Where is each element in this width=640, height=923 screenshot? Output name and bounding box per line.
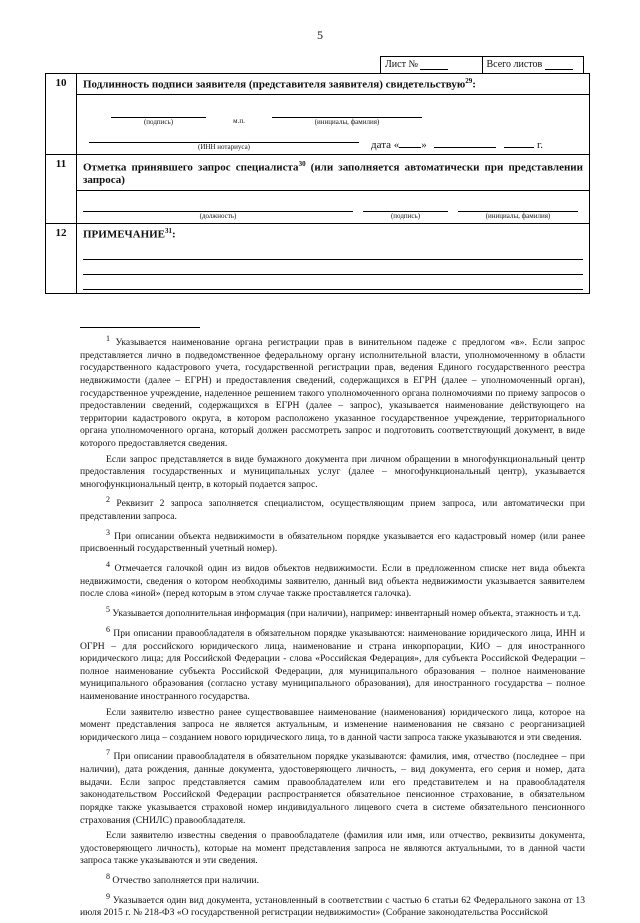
sheet-number-cell [381,57,483,74]
row-10-title-text: Подлинность подписи заявителя (представителя заявителя) свидетельствую [83,78,466,91]
footnote-ref: 30 [298,159,306,168]
footnote-text: Указывается дополнительная информация (при наличии), например: инвентарный номер объекта, этажность и т.д. [112,608,581,620]
footnote [80,747,585,827]
notes-line[interactable] [83,275,583,290]
sign-caption: (подпись) [143,117,174,126]
sheet-total-field[interactable] [545,60,573,70]
footnote [80,624,585,704]
footnote-list [80,333,585,920]
sheet-total-cell [483,57,584,74]
footnote-number: 3 [106,527,110,537]
footnote-ref: 31 [165,227,173,236]
footnote [80,871,585,888]
footnote-number: 2 [106,495,110,505]
footnote [80,559,585,601]
footnote-number: 6 [106,624,110,634]
row-number: 11 [46,154,77,224]
specialist-sign-caption: (подпись) [390,212,421,221]
date-field [371,139,543,151]
date-day[interactable] [399,147,421,148]
row-10-inn-line [83,128,583,151]
date-quote: » [421,138,427,151]
date-year[interactable] [504,147,534,148]
footnote-text: Если заявителю известны сведения о правообладателе (фамилия или имя, или отчество, реквизиты документа, удостоверяющего личность), которые на момент представления запроса не являются актуальными, то в данной части запроса также указываются и эти сведения. [80,830,585,867]
footnote-text: Если запрос представляется в виде бумажного документа при личном обращении в многофункциональный центр предоставления государственных и муниципальных услуг (далее – многофункциональный центр), указывается многофункциональный центр, в который подается запрос. [80,453,585,490]
sheet-number-field[interactable] [420,60,448,70]
row-11-body [77,154,590,224]
footnote-number: 1 [106,334,110,343]
footnote-text: При описании правообладателя в обязательном порядке указываются: наименование юридического лица, ИНН и ОГРН – для российского юридического лица, наименование и страна инкорпорации, КИО – для иностранного юридического лица; для Российской Федерации - слова «Российская Федерация», для субъекта Российской Федерации – полное наименование субъекта Российской Федерации, для муниципального образования – полное наименование муниципального образования (согласно уставу муниципального образования), для иностранного государства – полное наименование иностранного государства. [80,628,585,702]
notes-colon: : [172,228,176,241]
footnote-text: При описании объекта недвижимости в обязательном порядке указывается его кадастровый номер (или ранее присвоенный государственный учетный номер). [80,530,585,555]
footnote [80,333,585,451]
inn-caption: (ИНН нотариуса) [197,142,251,151]
footnote-number: 7 [106,748,110,758]
footnote [80,891,585,920]
date-month[interactable] [434,147,496,148]
row-11-title-text: Отметка принявшего запрос специалиста [83,161,299,174]
position-field[interactable] [83,197,353,220]
position-caption: (должность) [199,212,237,221]
sheet-number-label: Лист № [385,59,418,70]
page-number: 5 [317,28,323,42]
footnote-rule [80,327,200,328]
stamp-place [214,103,264,126]
footnote-text: Отчество заполняется при наличии. [112,875,260,887]
row-12-body [77,224,590,294]
row-12 [46,224,590,294]
footnote [80,527,585,556]
row-11 [46,154,590,224]
footnote-text: При описании правообладателя в обязательном порядке указываются: фамилия, имя, отчество (последнее – при наличии), дата рождения, данные документа, удостоверяющего личность, – вид документа, его серия и номер, дата выдачи. Если запрос представляется самим правообладателем или его представителем и на правообладателя законодательством Российской Федерации распространяется обязательное пенсионное страхование, в обязательном порядке также указывается страховой номер индивидуального лицевого счета в системе обязательного пенсионного страхования (СНИЛС) правообладателя. [80,751,585,826]
initials-caption: (инициалы, фамилия) [314,117,380,126]
footnote-ref: 29 [465,77,473,85]
footnote-text: Отмечается галочкой один из видов объектов недвижимости. Если в предложенном списке нет вида объекта недвижимости, сведения о котором необходимы заявителю, данный вид объекта недвижимости указывается заявителем после слова «иной» (перед которым в этом случае также проставляется галочка). [80,563,585,600]
footnote [80,830,585,868]
inn-field[interactable] [89,128,359,151]
row-10 [46,74,590,155]
footnote [80,454,585,492]
initials-field[interactable] [272,103,422,126]
row-11-sign-line [83,197,583,220]
specialist-initials-caption: (инициалы, фамилия) [485,212,551,221]
row-10-body [77,74,590,155]
specialist-initials-field[interactable] [458,197,578,220]
row-number: 10 [46,74,77,155]
date-label: дата « [371,138,400,151]
row-10-title [77,77,589,95]
notes-title-text: ПРИМЕЧАНИЕ [83,228,166,241]
footnote [80,494,585,523]
notes-line[interactable] [83,245,583,260]
notes-line[interactable] [83,260,583,275]
row-number: 12 [46,224,77,294]
stamp-caption: м.п. [233,116,245,125]
footnote-number: 9 [106,891,110,901]
form-table [45,73,590,294]
footnote-text: Реквизит 2 запроса заполняется специалистом, осуществляющим прием запроса, или автоматически при представлении запроса. [80,498,585,523]
footnote-text: Если заявителю известно ранее существовавшее наименование (наименования) юридического лица, которое на момент представления запроса не является актуальным, и изменение наименования не связано с реорганизацией юридического лица – созданием нового юридического лица, то в данной части запроса также указываются и эти сведения. [80,706,585,743]
footnote-number: 4 [106,560,110,570]
row-11-title-rest: (или заполняется автоматически при представлении запроса) [83,161,583,187]
specialist-sign-field[interactable] [363,197,448,220]
row-10-sign-line [83,103,583,126]
year-suffix: г. [537,138,544,151]
footnote-number: 8 [106,871,110,881]
footnote-number: 5 [106,605,110,615]
footnote [80,707,585,745]
notes-title [83,227,583,241]
sheet-total-label: Всего листов [486,59,543,70]
footnote [80,604,585,621]
footnote-text: Указывается наименование органа регистрации прав в винительном падеже с предлогом «в». Если запрос представляется лично в подведомственное федеральному органу исполнительной власти, уполномоченному в области государственного кадастрового учета, государственной регистрации прав, ведения Единого государственного реестра недвижимости (далее – ЕГРН) и предоставления сведений, содержащихся в ЕГРН (далее – уполномоченный орган), государственное учреждение, наделенное решением такого уполномоченного органа полномочиями по приему запросов о предоставлении сведений, содержащихся в ЕГРН (далее – запрос), указывается наименование действующего на территории кадастрового округа, в котором расположено указанное государственное учреждение, территориального органа уполномоченного органа, который должен рассмотреть запрос и подготовить соответствующий документ, в виде которого предоставляется сведения. [80,337,585,449]
row-10-colon: : [472,78,476,91]
row-11-title [77,158,589,192]
footnote-text: Указывается один вид документа, установленный в соответствии с частью 6 статьи 62 Федерального закона от 13 июля 2015 г. № 218-ФЗ «О государственной регистрации недвижимости» (Собрание законодательства Российской [80,894,585,919]
sign-field[interactable] [111,103,206,126]
sheet-counter [380,56,584,74]
footnotes [80,327,585,923]
